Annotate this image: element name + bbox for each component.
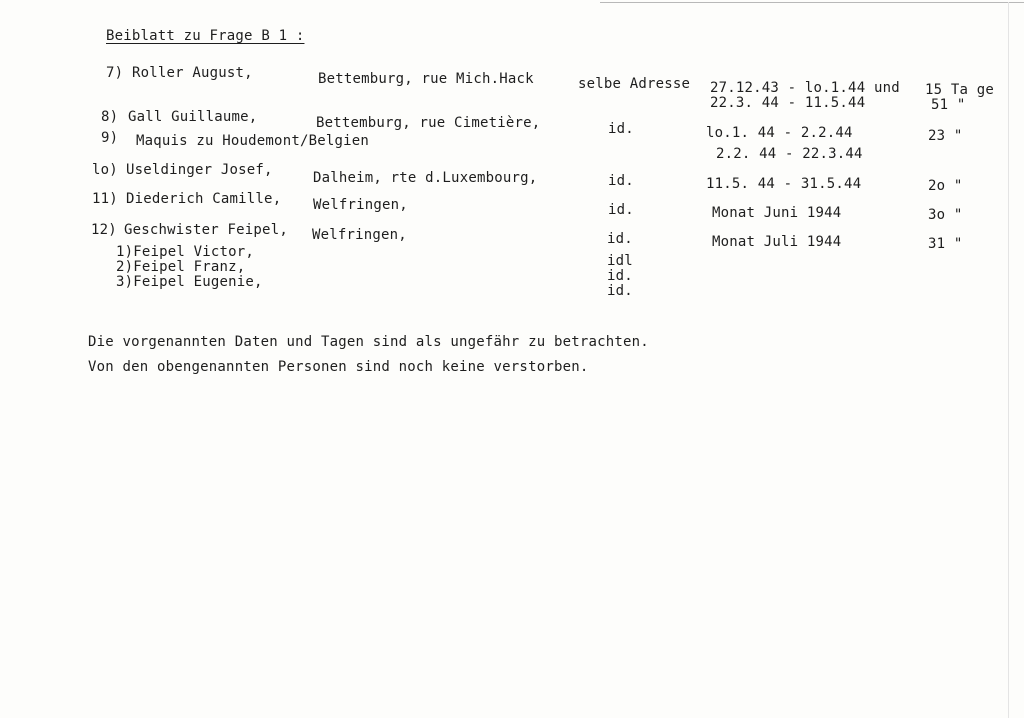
closing-note: Die vorgenannten Daten und Tagen sind als ungefähr zu betrachten. bbox=[88, 334, 649, 350]
row-number: 8) bbox=[101, 109, 119, 125]
person-name: Diederich Camille, bbox=[126, 191, 282, 207]
day-count: 23 " bbox=[928, 128, 963, 144]
date-range: Monat Juni 1944 bbox=[712, 205, 842, 221]
person-name: Gall Guillaume, bbox=[128, 109, 258, 125]
address-reference: selbe Adresse bbox=[578, 76, 691, 92]
person-name: Maquis zu Houdemont/Belgien bbox=[136, 133, 369, 149]
day-count: 31 " bbox=[928, 236, 963, 252]
day-count: 2o " bbox=[928, 178, 963, 194]
sibling-name: 3)Feipel Eugenie, bbox=[116, 274, 263, 290]
person-address: Bettemburg, rue Cimetière, bbox=[316, 115, 541, 131]
person-address: Bettemburg, rue Mich.Hack bbox=[318, 71, 534, 87]
address-reference: id. bbox=[607, 283, 633, 299]
address-reference: idl bbox=[607, 253, 633, 269]
date-range: Monat Juli 1944 bbox=[712, 234, 842, 250]
person-name: Useldinger Josef, bbox=[126, 162, 273, 178]
address-reference: id. bbox=[607, 268, 633, 284]
person-address: Dalheim, rte d.Luxembourg, bbox=[313, 170, 538, 186]
row-number: 12) bbox=[91, 222, 117, 238]
day-count: 51 " bbox=[931, 97, 966, 113]
day-count: 15 Ta ge bbox=[925, 82, 995, 98]
date-range: 22.3. 44 - 11.5.44 bbox=[710, 95, 866, 111]
paper-edge-line bbox=[600, 2, 1024, 3]
row-number: lo) bbox=[92, 162, 118, 178]
sibling-name: 2)Feipel Franz, bbox=[116, 259, 246, 275]
closing-note: Von den obengenannten Personen sind noch keine verstorben. bbox=[88, 359, 589, 375]
paper-edge-line-right bbox=[1008, 2, 1009, 718]
date-range: 27.12.43 - lo.1.44 und bbox=[710, 80, 900, 96]
row-number: 7) bbox=[106, 65, 124, 81]
address-reference: id. bbox=[607, 231, 633, 247]
date-range: 2.2. 44 - 22.3.44 bbox=[716, 146, 863, 162]
date-range: 11.5. 44 - 31.5.44 bbox=[706, 176, 862, 192]
person-address: Welfringen, bbox=[312, 227, 407, 243]
row-number: 9) bbox=[101, 130, 119, 146]
date-range: lo.1. 44 - 2.2.44 bbox=[706, 125, 853, 141]
person-name: Geschwister Feipel, bbox=[124, 222, 288, 238]
day-count: 3o " bbox=[928, 207, 963, 223]
row-number: 11) bbox=[92, 191, 118, 207]
sibling-name: 1)Feipel Victor, bbox=[116, 244, 255, 260]
person-address: Welfringen, bbox=[313, 197, 408, 213]
person-name: Roller August, bbox=[132, 65, 253, 81]
address-reference: id. bbox=[608, 121, 634, 137]
address-reference: id. bbox=[608, 173, 634, 189]
page-heading: Beiblatt zu Frage B 1 : bbox=[106, 28, 305, 44]
address-reference: id. bbox=[608, 202, 634, 218]
